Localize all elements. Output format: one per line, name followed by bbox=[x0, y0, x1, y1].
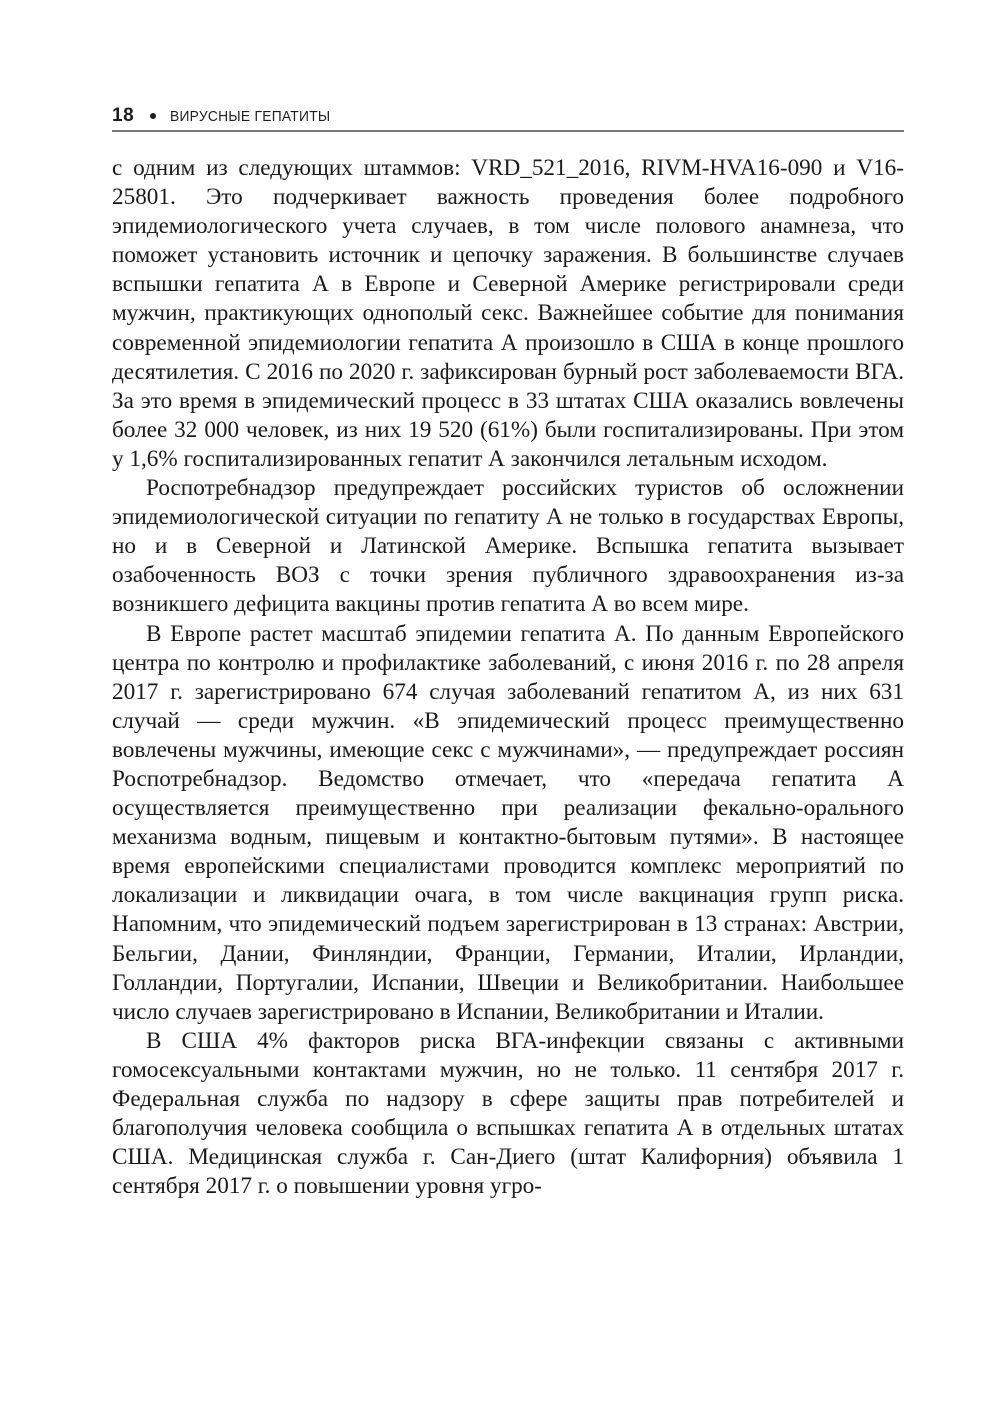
paragraph-3: В Европе растет масштаб эпидемии гепатита А. По данным Европейского центра по контролю и профилактике заболеваний, с июня 2016 г. по 28 апреля 2017 г. зарегистрировано 674 случая заболеваний гепатитом А, из них 631 случай — среди мужчин. «В эпидемический процесс преимущественно вовлечены мужчины, имеющие секс с мужчинами», — предупреждает россиян Роспотребнадзор. Ведомство отмечает, что «передача гепатита А осуществляется преимущественно при реализации фекально-орального механизма водным, пищевым и контактно-бытовым путями». В настоящее время европейскими специалистами проводится комплекс мероприятий по локализации и ликвидации очага, в том числе вакцинация групп риска. Напомним, что эпидемический подъем зарегистрирован в 13 странах: Австрии, Бельгии, Дании, Финляндии, Франции, Германии, Италии, Ирландии, Голландии, Португалии, Испании, Швеции и Великобритании. Наибольшее число случаев зарегистрировано в Испании, Великобритании и Италии. bbox=[112, 620, 904, 1025]
page-number: 18 bbox=[112, 105, 135, 126]
running-header bbox=[112, 102, 904, 132]
paragraph-4: В США 4% факторов риска ВГА-инфекции связаны с активными гомосексуальными контактами мужчин, но не только. 11 сентября 2017 г. Федеральная служба по надзору в сфере защиты прав потребителей и благополучия человека сообщила о вспышках гепатита А в отдельных штатах США. Медицинская служба г. Сан-Диего (штат Калифорния) объявила 1 сентября 2017 г. о повышении уровня угро- bbox=[112, 1027, 904, 1200]
bullet-separator bbox=[150, 113, 156, 119]
paragraph-1: с одним из следующих штаммов: VRD_521_2016, RIVM-HVA16-090 и V16-25801. Это подчеркивает важность проведения более подробного эпидемиологического учета случаев, в том числе полового анамнеза, что поможет установить источник и цепочку заражения. В большинстве случаев вспышки гепатита А в Европе и Северной Америке регистрировали среди мужчин, практикующих однополый секс. Важнейшее событие для понимания современной эпидемиологии гепатита А произошло в США в конце прошлого десятилетия. С 2016 по 2020 г. зафиксирован бурный рост заболеваемости ВГА. За это время в эпидемический процесс в 33 штатах США оказались вовлечены более 32 000 человек, из них 19 520 (61%) были госпитализированы. При этом у 1,6% госпитализированных гепатит А закончился летальным исходом. bbox=[112, 155, 904, 472]
running-title: ВИРУСНЫЕ ГЕПАТИТЫ bbox=[170, 107, 331, 125]
body-text bbox=[112, 154, 904, 1201]
paragraph-2: Роспотребнадзор предупреждает российских туристов об осложнении эпидемиологической ситуации по гепатиту А не только в государствах Европы, но и в Северной и Латинской Америке. Вспышка гепатита вызывает озабоченность ВОЗ с точки зрения публичного здравоохранения из-за возникшего дефицита вакцины против гепатита А во всем мире. bbox=[112, 475, 904, 618]
